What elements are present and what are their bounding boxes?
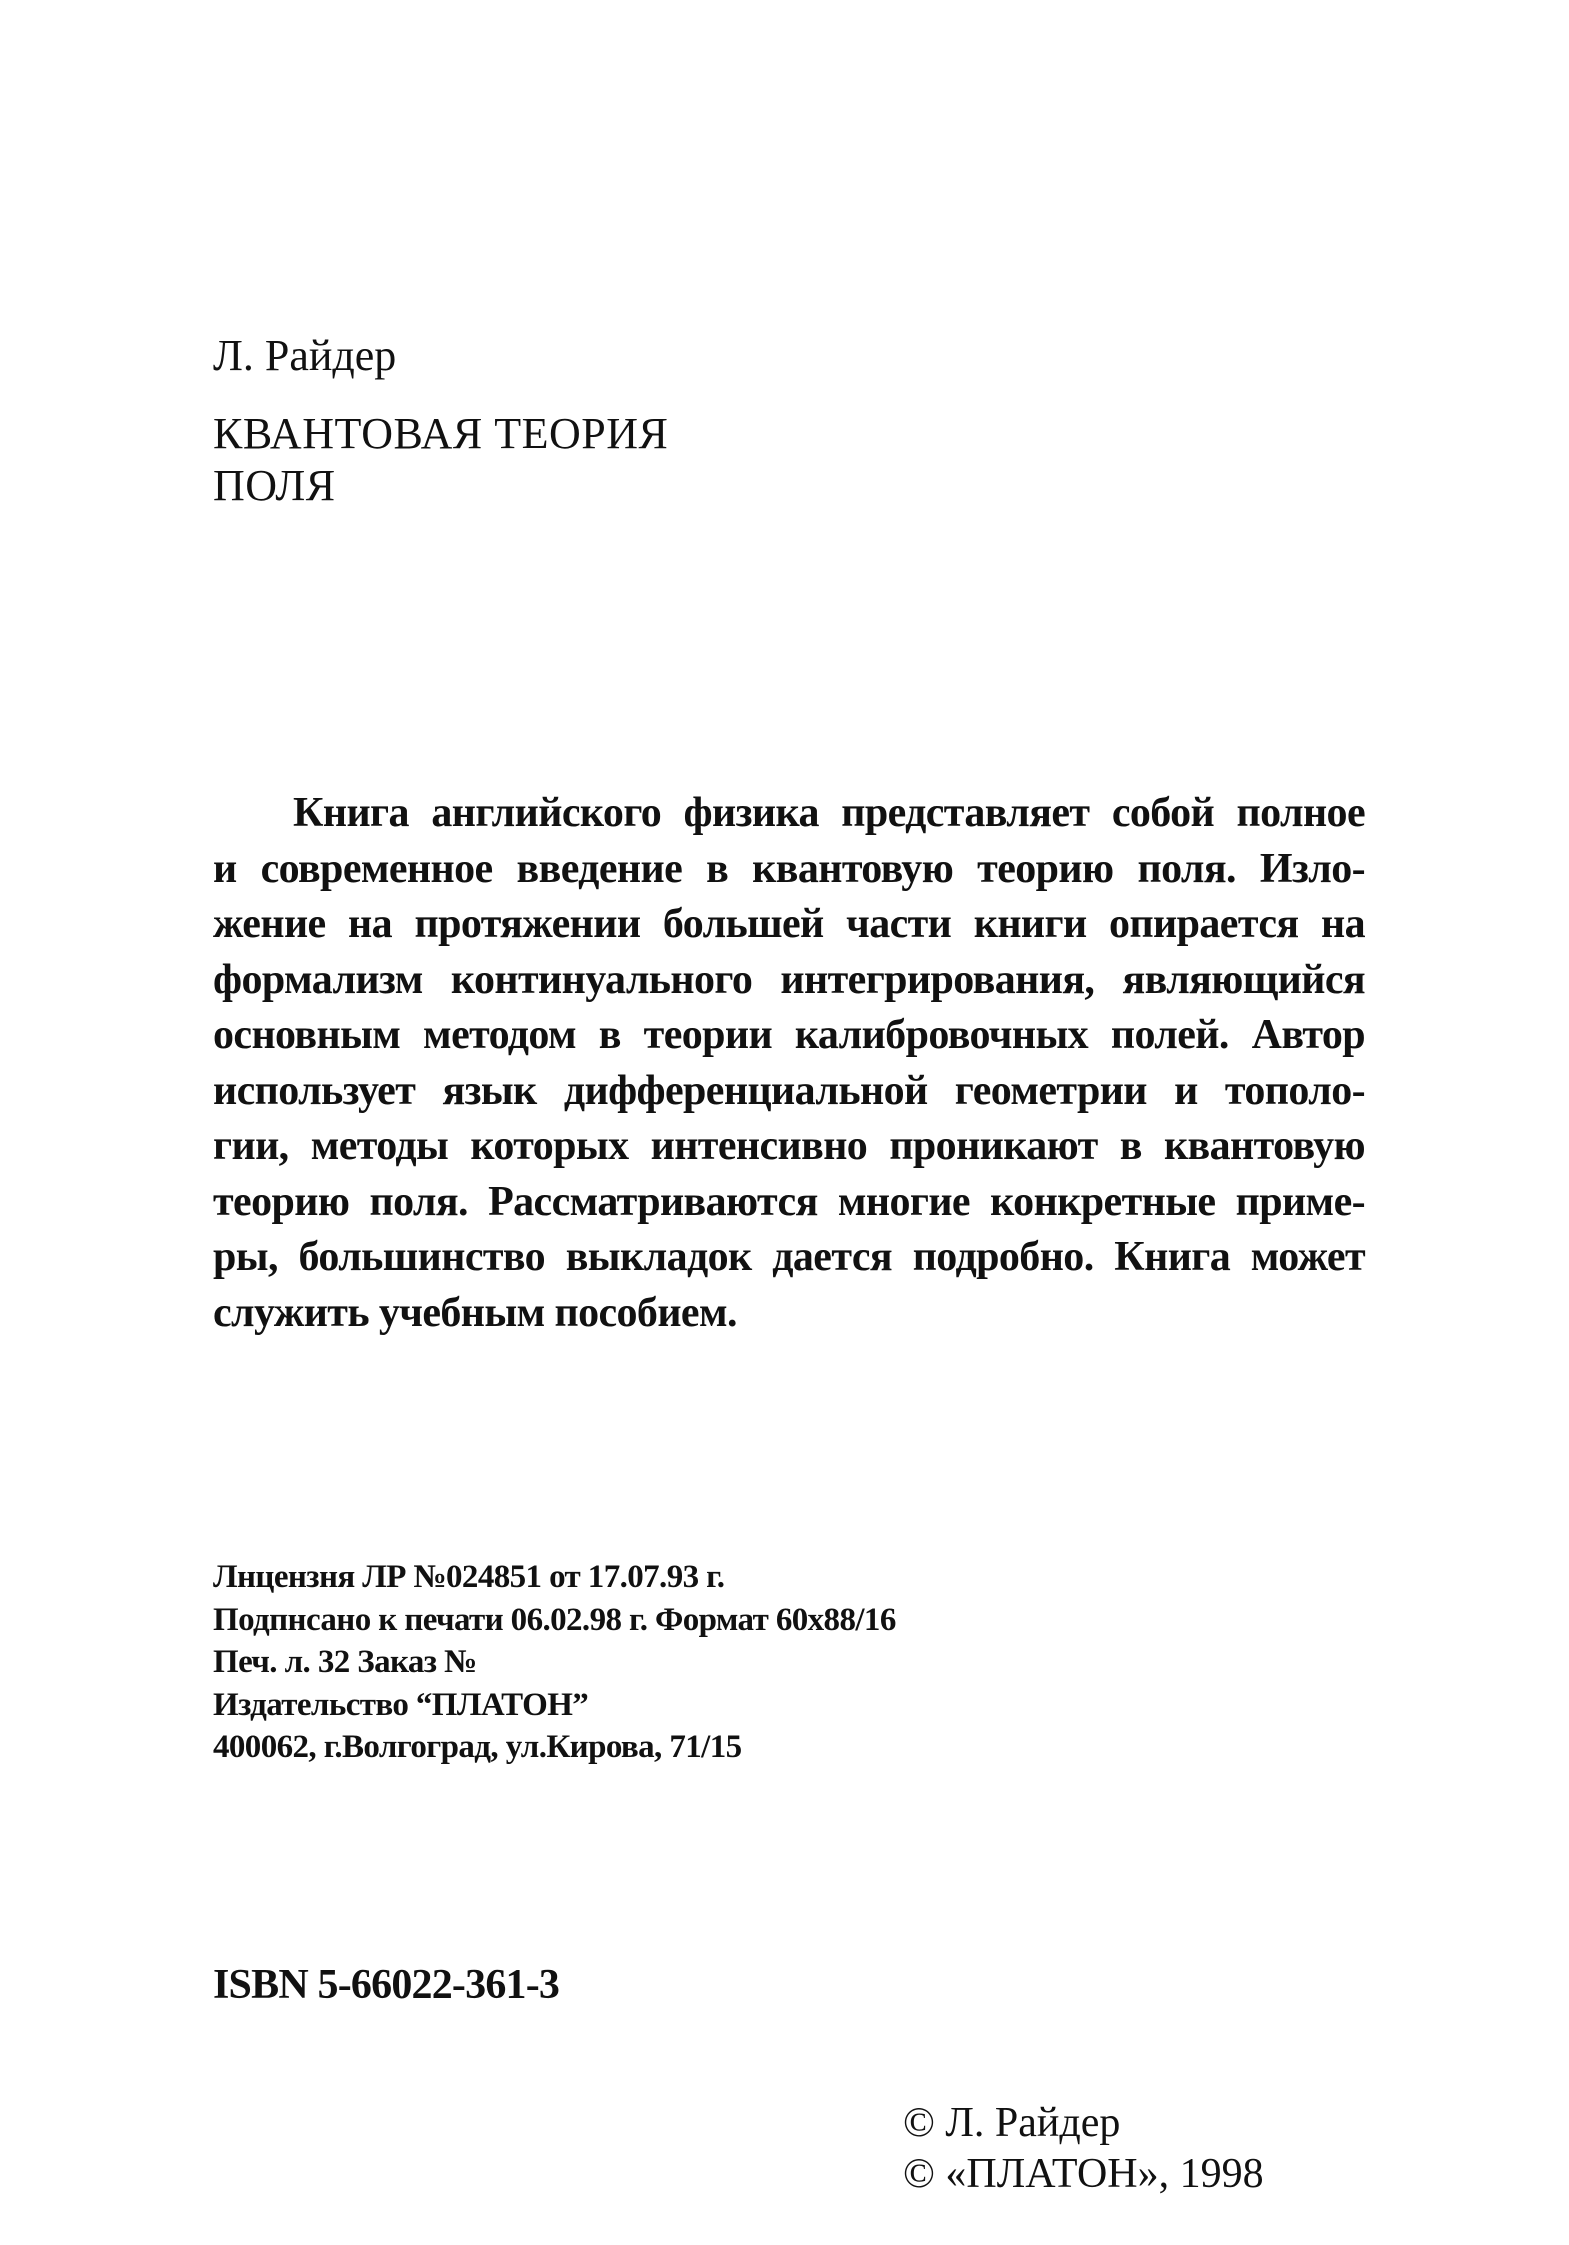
isbn: ISBN 5-66022-361-3	[213, 1962, 560, 2008]
book-title	[213, 408, 668, 512]
abstract-line: формализм континуального интегрирования, являющийся	[213, 956, 1365, 1003]
abstract-line: Книга английского физика представляет собой полное	[293, 790, 1365, 836]
abstract-line: использует язык дифференциальной геометрии и тополо-	[213, 1067, 1365, 1114]
copyright-publisher: © «ПЛАТОН», 1998	[903, 2151, 1264, 2197]
publisher-line: Издательство “ПЛАТОН”	[213, 1686, 589, 1723]
signed-to-print-line: Подпнсано к печати 06.02.98 г. Формат 60x88/16	[213, 1601, 896, 1638]
address-line: 400062, г.Волгоград, ул.Кирова, 71/15	[213, 1729, 742, 1765]
abstract-line: основным методом в теории калибровочных полей. Автор	[213, 1012, 1365, 1058]
copyright-block	[903, 2098, 1264, 2200]
abstract	[213, 786, 1365, 1341]
book-title-line-2: ПОЛЯ	[213, 461, 336, 510]
print-sheets-line: Печ. л. 32 Заказ №	[213, 1644, 477, 1680]
book-title-line-1: КВАНТОВАЯ ТЕОРИЯ	[213, 409, 669, 458]
abstract-line: служить учебным пособием.	[213, 1289, 737, 1336]
imprint-block	[213, 1556, 896, 1769]
abstract-line: жение на протяжении большей части книги опирается на	[213, 901, 1365, 947]
abstract-line: ры, большинство выкладок дается подробно. Книга может	[213, 1234, 1365, 1280]
abstract-line: гии, методы которых интенсивно проникают в квантовую	[213, 1123, 1365, 1169]
author-name: Л. Райдер	[213, 331, 397, 380]
abstract-line: и современное введение в квантовую теорию поля. Изло-	[213, 845, 1365, 892]
copyright-author: © Л. Райдер	[903, 2100, 1121, 2146]
abstract-line: теорию поля. Рассматриваются многие конкретные приме-	[213, 1178, 1365, 1225]
license-line: Лнцензня ЛР №024851 от 17.07.93 г.	[213, 1559, 725, 1595]
